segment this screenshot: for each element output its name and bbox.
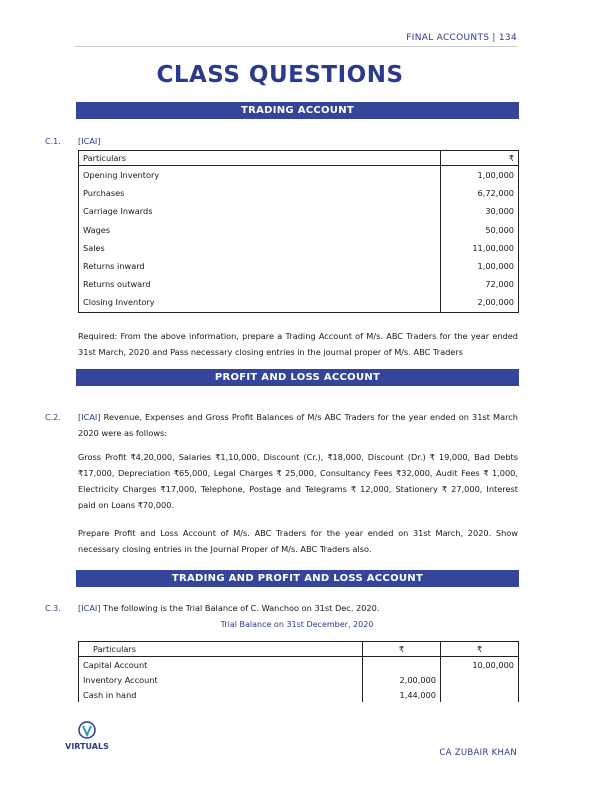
row-amount: 50,000 <box>441 221 519 239</box>
column-header-particulars: Particulars <box>79 151 441 166</box>
row-amount: 2,00,000 <box>441 293 519 312</box>
column-header-amount: ₹ <box>441 151 519 166</box>
logo-text: VIRTUALS <box>65 742 109 751</box>
section-band-trading-profit-loss: TRADING AND PROFIT AND LOSS ACCOUNT <box>76 570 519 587</box>
question-c3-tag: [ICAI] <box>78 603 101 613</box>
row-debit <box>363 657 441 673</box>
row-credit <box>441 687 519 702</box>
row-amount: 6,72,000 <box>441 184 519 202</box>
question-c2-balances: Gross Profit ₹4,20,000, Salaries ₹1,10,000, Discount (Cr.), ₹18,000, Discount (Dr.) ₹ 19,000, Bad Debts ₹17,000, Depreciation ₹65,000, Legal Charges ₹ 25,000, Consultancy Fees ₹32,000, Audit Fees ₹ 1,000, Electricity Charges ₹17,000, Telephone, Postage and Telegrams ₹ 12,000, Stationery ₹ 27,000, Interest paid on Loans ₹70,000. <box>78 452 518 510</box>
row-label: Wages <box>79 221 441 239</box>
row-label: Sales <box>79 239 441 257</box>
column-header-credit: ₹ <box>441 642 519 657</box>
row-label: Purchases <box>79 184 441 202</box>
table-row <box>79 202 519 220</box>
row-label: Opening Inventory <box>79 166 441 185</box>
question-c1-tag-line <box>78 133 518 149</box>
row-amount: 30,000 <box>441 202 519 220</box>
row-label: Capital Account <box>79 657 363 673</box>
table-row <box>79 184 519 202</box>
row-label: Carriage Inwards <box>79 202 441 220</box>
question-c2-intro <box>78 409 518 441</box>
table-row <box>79 239 519 257</box>
row-label: Returns outward <box>79 275 441 293</box>
table-row <box>79 275 519 293</box>
row-amount: 1,00,000 <box>441 166 519 185</box>
row-amount: 11,00,000 <box>441 239 519 257</box>
question-number-c1: C.1. <box>45 137 61 146</box>
section-band-trading: TRADING ACCOUNT <box>76 102 519 119</box>
question-c2-tag: [ICAI] <box>78 412 101 422</box>
table-row <box>79 293 519 312</box>
table-header-row <box>79 151 519 166</box>
table-row <box>79 166 519 185</box>
table-row <box>79 687 519 702</box>
row-label: Inventory Account <box>79 672 363 687</box>
row-credit <box>441 672 519 687</box>
table-row <box>79 672 519 687</box>
trial-balance-caption: Trial Balance on 31st December, 2020 <box>220 620 374 629</box>
question-number-c2: C.2. <box>45 413 61 422</box>
row-label: Cash in hand <box>79 687 363 702</box>
question-c2-instruction: Prepare Profit and Loss Account of M/s. ABC Traders for the year ended on 31st March, 2020. Show necessary closing entries in the Journal Proper of M/s. ABC Traders also. <box>78 528 518 554</box>
section-band-profit-loss: PROFIT AND LOSS ACCOUNT <box>76 369 519 386</box>
header-rule <box>75 46 517 47</box>
footer-author: CA ZUBAIR KHAN <box>439 748 517 758</box>
table-row <box>79 657 519 673</box>
question-c1-tag: [ICAI] <box>78 136 101 146</box>
table-row <box>79 221 519 239</box>
question-c2-intro-text: Revenue, Expenses and Gross Profit Balances of M/s ABC Traders for the year ended on 31st March 2020 were as follows: <box>78 412 518 438</box>
trading-data-table <box>78 150 519 313</box>
row-debit: 1,44,000 <box>363 687 441 702</box>
logo-mark-icon <box>76 720 98 740</box>
row-amount: 72,000 <box>441 275 519 293</box>
column-header-particulars: Particulars <box>79 642 363 657</box>
brand-logo <box>62 720 112 751</box>
table-row <box>79 257 519 275</box>
column-header-debit: ₹ <box>363 642 441 657</box>
running-header: FINAL ACCOUNTS | 134 <box>406 33 517 43</box>
question-c1-required: Required: From the above information, prepare a Trading Account of M/s. ABC Traders for the year ended 31st March, 2020 and Pass necessary closing entries in the journal proper of M/s. ABC Traders <box>78 331 518 357</box>
trial-balance-table <box>78 641 519 702</box>
question-number-c3: C.3. <box>45 604 61 613</box>
page-title: CLASS QUESTIONS <box>156 62 404 88</box>
table-header-row <box>79 642 519 657</box>
row-label: Closing Inventory <box>79 293 441 312</box>
row-credit: 10,00,000 <box>441 657 519 673</box>
question-c3-intro-text: The following is the Trial Balance of C. Wanchoo on 31st Dec. 2020. <box>103 603 380 613</box>
row-label: Returns inward <box>79 257 441 275</box>
question-c3-intro <box>78 600 518 616</box>
row-amount: 1,00,000 <box>441 257 519 275</box>
row-debit: 2,00,000 <box>363 672 441 687</box>
